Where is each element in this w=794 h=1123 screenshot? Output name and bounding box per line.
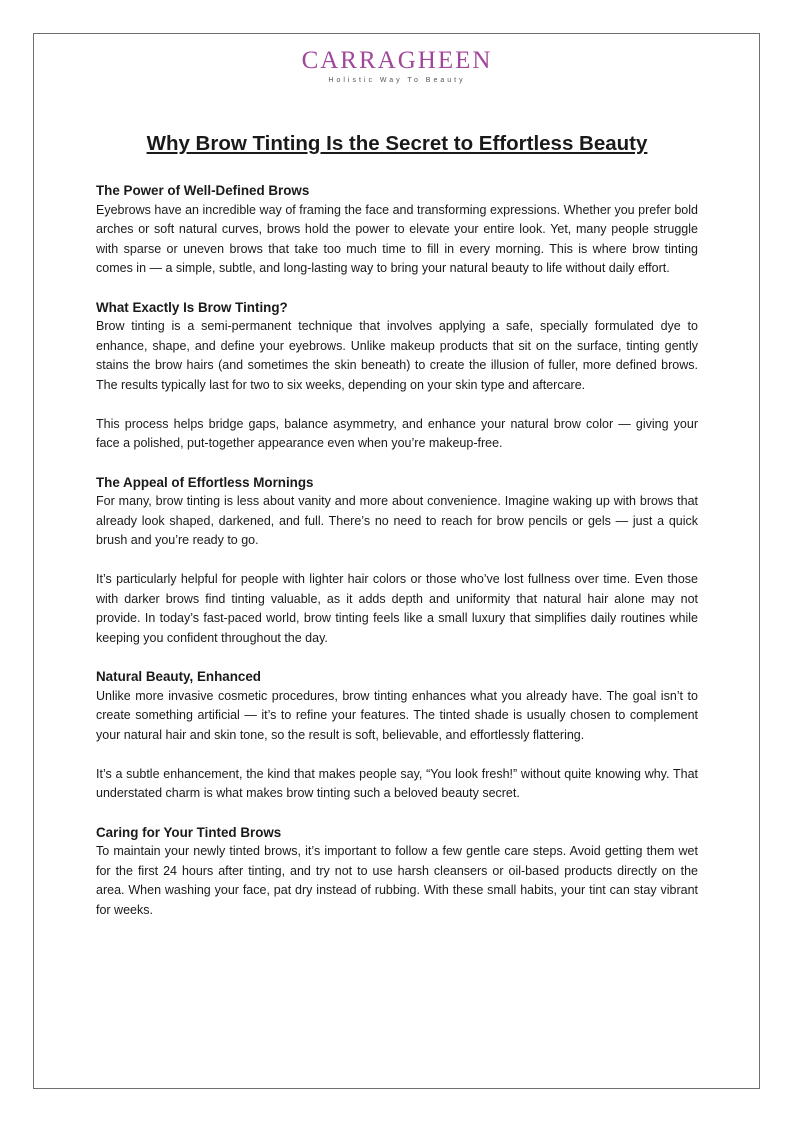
section-paragraph: Unlike more invasive cosmetic procedures, brow tinting enhances what you already have. The goal isn’t to create something artificial — it’s to refine your features. The tinted shade is usually chosen to complement your natural hair and skin tone, so the result is soft, believable, and effortlessly flattering. — [96, 688, 698, 742]
section-paragraph: To maintain your newly tinted brows, it’s important to follow a few gentle care steps. Avoid getting them wet for the first 24 hours after tinting, and try not to use harsh cleansers or oil-based products directly on the area. When washing your face, pat dry instead of rubbing. With these small habits, your tint can stay vibrant for weeks. — [96, 844, 698, 917]
section-heading: Natural Beauty, Enhanced — [96, 669, 261, 684]
section-paragraph: It’s a subtle enhancement, the kind that makes people say, “You look fresh!” without quite knowing why. That understated charm is what makes brow tinting such a beloved beauty secret. — [96, 766, 698, 800]
section-power-of-brows — [96, 181, 698, 279]
section-effortless-mornings — [96, 473, 698, 649]
section-paragraph: For many, brow tinting is less about vanity and more about convenience. Imagine waking up with brows that already look shaped, darkened, and full. There’s no need to reach for brow pencils or gels — just a quick brush and you’re ready to go. — [96, 494, 698, 547]
section-paragraph: This process helps bridge gaps, balance asymmetry, and enhance your natural brow color — giving your face a polished, put-together appearance even when you’re makeup-free. — [96, 416, 698, 450]
section-heading: The Power of Well-Defined Brows — [96, 183, 310, 198]
section-heading: What Exactly Is Brow Tinting? — [96, 299, 288, 315]
section-caring-for-brows — [96, 823, 698, 921]
section-heading: The Appeal of Effortless Mornings — [96, 474, 314, 490]
brand-logo — [0, 47, 794, 84]
section-paragraph: It’s particularly helpful for people with lighter hair colors or those who’ve lost fullness over time. Even those with darker brows find tinting valuable, as it adds depth and uniformity that natural hair alone may not provide. In today’s fast-paced world, brow tinting feels like a small luxury that simplifies daily routines while keeping you confident throughout the day. — [96, 572, 698, 645]
brand-name: CARRAGHEEN — [301, 47, 493, 74]
section-natural-beauty — [96, 667, 698, 804]
section-heading: Caring for Your Tinted Brows — [96, 824, 282, 840]
section-paragraph: Eyebrows have an incredible way of framing the face and transforming expressions. Whether you prefer bold arches or soft natural curves, brows hold the power to elevate your entire look. Yet, many people struggle with sparse or uneven brows that take too much time to fill in every morning. This is where brow tinting comes in — a simple, subtle, and long-lasting way to bring your natural beauty to life without daily effort. — [96, 202, 698, 275]
article-title: Why Brow Tinting Is the Secret to Effortless Beauty — [146, 132, 648, 155]
brand-tagline: Holistic Way To Beauty — [328, 77, 466, 84]
section-paragraph: Brow tinting is a semi-permanent technique that involves applying a safe, specially formulated dye to enhance, shape, and define your eyebrows. Unlike makeup products that sit on the surface, tinting gently stains the brow hairs (and sometimes the skin beneath) to create the illusion of fuller, more defined brows. The results typically last for two to six weeks, depending on your skin type and aftercare. — [96, 319, 698, 392]
article-body — [96, 181, 698, 939]
section-what-is-tinting — [96, 298, 698, 454]
